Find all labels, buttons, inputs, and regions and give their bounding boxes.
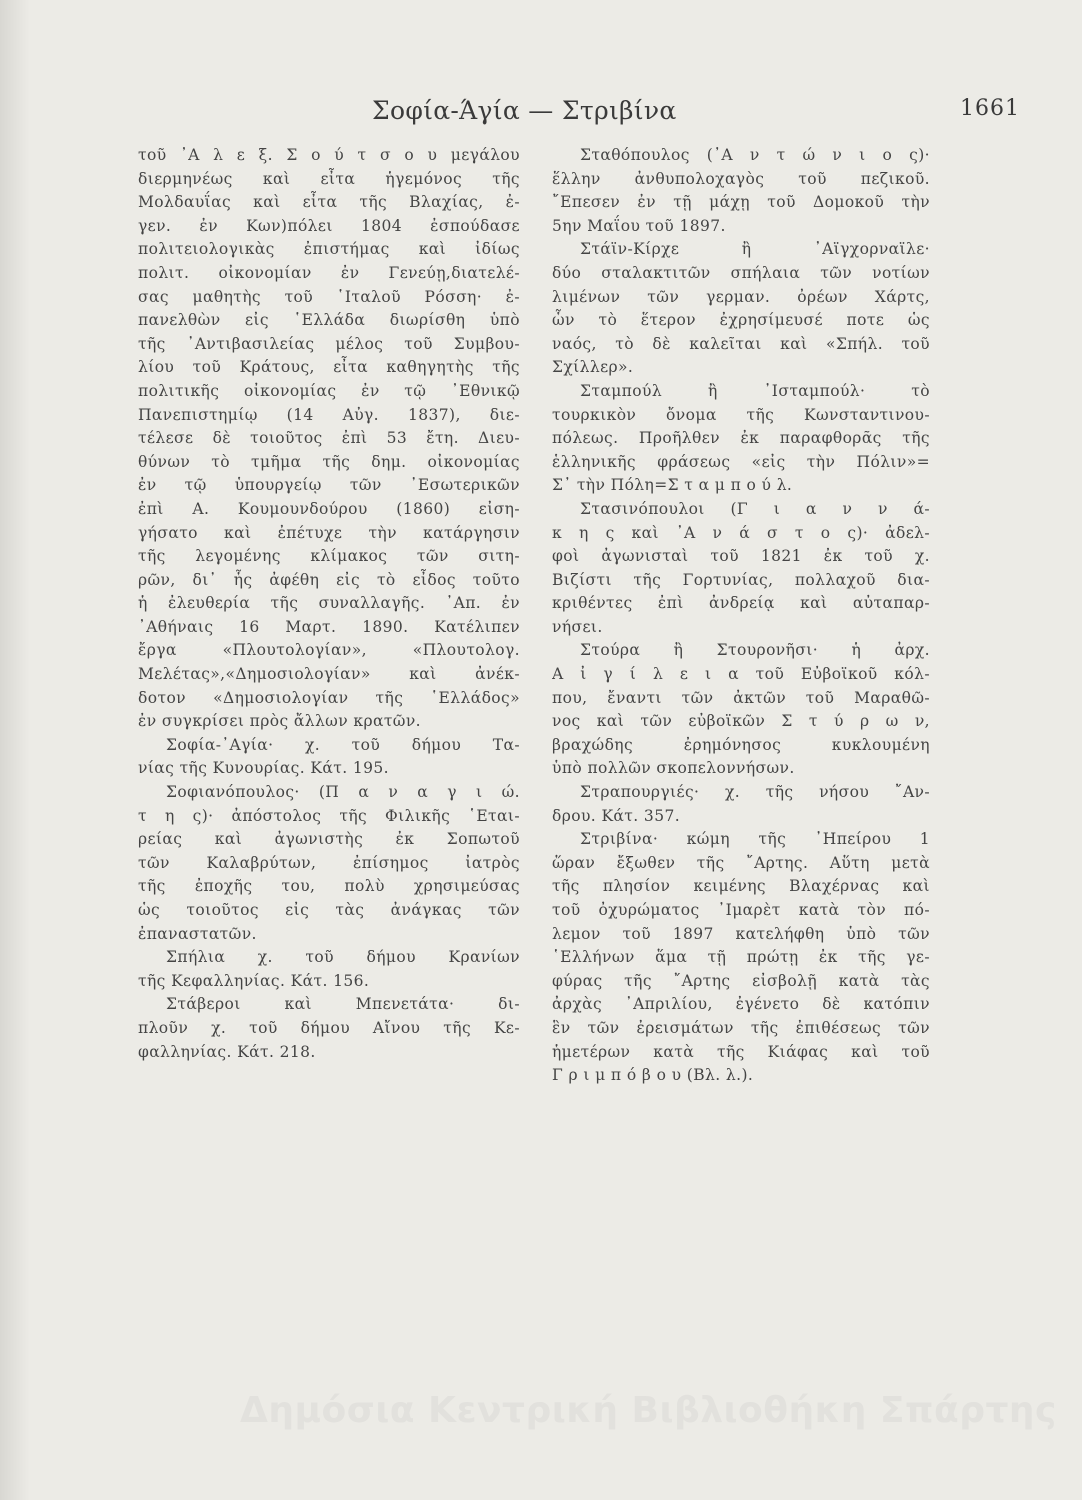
text-line: πολιτειολογικὰς ἐπιστήμας καὶ ἰδίως (138, 240, 520, 259)
text-line: τέλεσε δὲ τοιοῦτος ἐπὶ 53 ἔτη. Διευ- (138, 429, 520, 448)
text-line: πανελθὼν εἰς ῾Ελλάδα διωρίσθη ὑπὸ (138, 311, 520, 330)
left-column (138, 144, 520, 1064)
text-line: ἀρχὰς ᾿Απριλίου, ἐγένετο δὲ κατόπιν (552, 995, 930, 1014)
text-line: τῆς πλησίον κειμένης Βλαχέρνας καὶ (552, 877, 930, 896)
text-line: κ η ς καὶ ᾿Α ν ά σ τ ο ς)· ἀδελ- (552, 523, 930, 542)
text-line: πολιτ. οἰκονομίαν ἐν Γενεύῃ,διατελέ- (138, 263, 520, 282)
text-line: νος καὶ τῶν εὐβοϊκῶν Σ τ ύ ρ ω ν, (552, 712, 930, 731)
text-line: που, ἔναντι τῶν ἀκτῶν τοῦ Μαραθῶ- (552, 688, 930, 707)
text-line: ἔργα «Πλουτολογίαν», «Πλουτολογ. (138, 641, 520, 660)
text-line: 5ην Μαΐου τοῦ 1897. (552, 216, 726, 235)
text-line: Σχίλλερ». (552, 358, 634, 377)
text-line: ὡς τοιοῦτος εἰς τὰς ἀνάγκας τῶν (138, 901, 520, 919)
text-line: Μελέτας»,«Δημοσιολογίαν» καὶ ἀνέκ- (138, 665, 520, 684)
text-line: κριθέντες ἐπὶ ἀνδρείᾳ καὶ αὐταπαρ- (552, 594, 930, 613)
text-line: Γ ρ ι μ π ό β ο υ (Βλ. λ.). (552, 1066, 754, 1085)
text-line: τῶν Καλαβρύτων, ἐπίσημος ἰατρὸς (138, 853, 520, 872)
text-line: ἐν συγκρίσει πρὸς ἄλλων κρατῶν. (138, 712, 421, 731)
text-line: ὑπὸ πολλῶν σκοπελοννήσων. (552, 759, 795, 778)
text-line: τοῦ ὀχυρώματος ᾿Ιμαρὲτ κατὰ τὸν πό- (552, 901, 930, 919)
page-header (140, 96, 1020, 136)
text-line: ναός, τὸ δὲ καλεῖται καὶ «Σπήλ. τοῦ (552, 334, 930, 353)
text-line: ρείας καὶ ἀγωνιστὴς ἐκ Σοπωτοῦ (138, 830, 520, 849)
page-number: 1661 (960, 96, 1020, 121)
text-line: νήσει. (552, 617, 603, 636)
text-line: Σοφιανόπουλος· (Π α ν α γ ι ώ. (166, 783, 520, 802)
text-line: δοτον «Δημοσιολογίαν τῆς ῾Ελλάδος» (138, 688, 520, 707)
text-line: Α ἰ γ ί λ ε ι α τοῦ Εὐβοϊκοῦ κόλ- (552, 665, 930, 684)
text-line: Σοφία-᾿Αγία· χ. τοῦ δήμου Τα- (166, 735, 520, 754)
text-line: ἡ ἐλευθερία τῆς συναλλαγῆς. ᾿Απ. ἐν (138, 594, 520, 613)
text-line: δύο σταλακτιτῶν σπήλαια τῶν νοτίων (552, 263, 930, 282)
text-line: τ η ς)· ἀπόστολος τῆς Φιλικῆς ῾Εται- (138, 806, 520, 825)
text-line: γεν. ἐν Κων)πόλει 1804 ἐσπούδασε (138, 216, 520, 235)
text-line: τῆς ἐποχῆς του, πολὺ χρησιμεύσας (138, 877, 520, 896)
text-line: Στριβίνα· κώμη τῆς ᾿Ηπείρου 1 (580, 830, 930, 849)
text-line: Σ᾿ τὴν Πόλη=Σ τ α μ π ο ύ λ. (552, 476, 793, 495)
text-line: νίας τῆς Κυνουρίας. Κάτ. 195. (138, 759, 390, 778)
library-watermark: Δημόσια Κεντρική Βιβλιοθήκη Σπάρτης (240, 1390, 1057, 1431)
text-line: Βιζίστι τῆς Γορτυνίας, πολλαχοῦ δια- (552, 570, 930, 589)
text-line: διερμηνέως καὶ εἶτα ἡγεμόνος τῆς (138, 169, 520, 188)
text-line: ἐπαναστατῶν. (138, 924, 257, 943)
text-line: Σπήλια χ. τοῦ δήμου Κρανίων (166, 948, 520, 967)
text-line: ἐπὶ Α. Κουμουνδούρου (1860) εἰση- (138, 499, 520, 518)
text-line: ῎Επεσεν ἐν τῇ μάχῃ τοῦ Δομοκοῦ τὴν (552, 193, 930, 212)
page-edge-shadow (0, 0, 30, 1500)
text-line: ἕλλην ἀνθυπολοχαγὸς τοῦ πεζικοῦ. (552, 169, 930, 188)
text-line: Μολδαυΐας καὶ εἶτα τῆς Βλαχίας, ἐ- (138, 193, 520, 212)
text-line: Πανεπιστημίῳ (14 Αὐγ. 1837), διε- (138, 405, 520, 424)
text-line: Σταθόπουλος (᾿Α ν τ ώ ν ι ο ς)· (580, 146, 930, 164)
text-line: Στάϊν-Κίρχε ἢ ᾿Αϊγχορναϊλε· (580, 240, 930, 259)
running-title: Σοφία-Άγία — Στριβίνα (372, 96, 677, 125)
text-line: Στασινόπουλοι (Γ ι α ν ν ά- (580, 499, 930, 518)
text-line: Σταμπούλ ἢ ᾿Ισταμπούλ· τὸ (580, 381, 930, 400)
text-line: φοὶ ἀγωνισταὶ τοῦ 1821 ἐκ τοῦ χ. (552, 547, 930, 566)
text-line: λίου τοῦ Κράτους, εἶτα καθηγητὴς τῆς (138, 358, 520, 377)
text-line: δρου. Κάτ. 357. (552, 806, 681, 825)
text-line: τουρκικὸν ὄνομα τῆς Κωνσταντινου- (552, 405, 930, 424)
text-line: ᾿Αθήναις 16 Μαρτ. 1890. Κατέλιπεν (138, 617, 520, 636)
text-line: τῆς Κεφαλληνίας. Κάτ. 156. (138, 971, 370, 990)
text-line: Στάβεροι καὶ Μπενετάτα· δι- (166, 995, 520, 1014)
text-line: φαλληνίας. Κάτ. 218. (138, 1042, 316, 1061)
text-line: Στούρα ἢ Στουρονῆσι· ἡ ἀρχ. (580, 641, 930, 660)
text-line: πόλεως. Προῆλθεν ἐκ παραφθορᾶς τῆς (552, 429, 930, 448)
text-line: τοῦ ᾿Α λ ε ξ. Σ ο ύ τ σ ο υ μεγάλου (138, 146, 520, 164)
text-line: ῾Ελλήνων ἅμα τῇ πρώτῃ ἐκ τῆς γε- (552, 948, 930, 967)
text-line: ρῶν, δι᾿ ἧς ἀφέθη εἰς τὸ εἶδος τοῦτο (138, 570, 520, 589)
text-line: τῆς λεγομένης κλίμακος τῶν σιτη- (138, 547, 520, 566)
text-line: βραχώδης ἐρημόνησος κυκλουμένη (552, 735, 930, 754)
text-line: σας μαθητὴς τοῦ ῾Ιταλοῦ Ρόσση· ἐ- (138, 287, 520, 306)
text-line: Στραπουργιές· χ. τῆς νήσου ῎Αν- (580, 783, 930, 802)
text-line: ἐν τῷ ὑπουργείῳ τῶν ᾿Εσωτερικῶν (138, 476, 520, 495)
text-line: πολιτικῆς οἰκονομίας ἐν τῷ ᾿Εθνικῷ (138, 381, 520, 400)
text-line: γήσατο καὶ ἐπέτυχε τὴν κατάργησιν (138, 523, 520, 542)
text-line: ἑλληνικῆς φράσεως «εἰς τὴν Πόλιν»= (552, 452, 930, 471)
text-line: ὥραν ἔξωθεν τῆς ῎Αρτης. Αὕτη μετὰ (552, 853, 930, 872)
text-line: πλοῦν χ. τοῦ δήμου Αἴνου τῆς Κε- (138, 1018, 520, 1037)
text-line: τῆς ᾿Αντιβασιλείας μέλος τοῦ Συμβου- (138, 334, 520, 353)
text-line: θύνων τὸ τμῆμα τῆς δημ. οἰκονομίας (138, 452, 520, 471)
text-line: λιμένων τῶν γερμαν. ὀρέων Χάρτς, (552, 287, 930, 306)
text-line: ἡμετέρων κατὰ τῆς Κιάφας καὶ τοῦ (552, 1042, 930, 1061)
text-line: ὧν τὸ ἕτερον ἐχρησίμευσέ ποτε ὡς (552, 311, 930, 330)
text-line: φύρας τῆς ῎Αρτης εἰσβολῇ κατὰ τὰς (552, 971, 930, 990)
text-line: ἓν τῶν ἐρεισμάτων τῆς ἐπιθέσεως τῶν (552, 1018, 930, 1037)
right-column (552, 144, 930, 1088)
text-line: λεμον τοῦ 1897 κατελήφθη ὑπὸ τῶν (552, 924, 930, 943)
